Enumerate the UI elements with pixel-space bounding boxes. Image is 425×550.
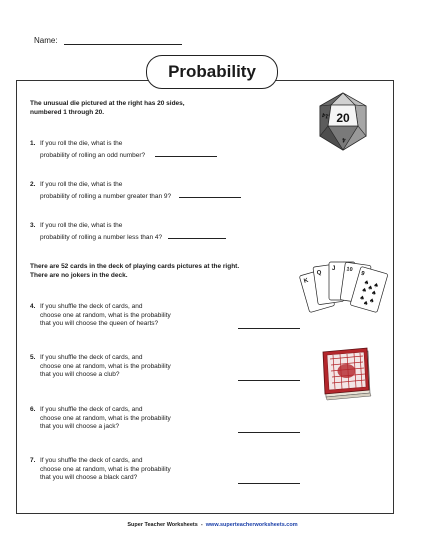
question-2 [30, 181, 241, 201]
question-text: probability of rolling a number less than 4? [40, 233, 163, 241]
question-number: 3. [30, 222, 36, 229]
card-deck-icon [318, 345, 376, 403]
answer-blank-7[interactable] [238, 483, 300, 484]
d20-die-icon [317, 92, 369, 152]
card-rank: 10 [346, 266, 353, 274]
page-title: Probability [146, 55, 278, 89]
cards-intro-line: There are 52 cards in the deck of playing cards pictures at the right. [30, 263, 240, 270]
question-text: that you will choose a club? [40, 371, 120, 378]
question-text: probability of rolling an odd number? [40, 151, 146, 159]
question-text: If you shuffle the deck of cards, and [40, 457, 143, 464]
footer [0, 522, 425, 528]
question-5 [30, 354, 171, 380]
question-text: If you shuffle the deck of cards, and [40, 406, 143, 413]
playing-cards-fan-icon [303, 255, 382, 330]
name-label: Name: [34, 36, 58, 45]
cards-intro-line: There are no jokers in the deck. [30, 272, 128, 279]
cards-intro [30, 262, 310, 280]
question-number: 6. [30, 406, 36, 413]
question-text: that you will choose the queen of hearts? [40, 320, 159, 327]
answer-blank-6[interactable] [238, 432, 300, 433]
footer-url-link[interactable]: www.superteacherworksheets.com [205, 522, 298, 528]
name-field[interactable] [64, 35, 182, 45]
die-intro-line: The unusual die pictured at the right has 20 sides, [30, 100, 185, 107]
svg-text:♠: ♠ [360, 286, 368, 295]
svg-text:♠: ♠ [368, 297, 376, 306]
question-text: probability of rolling a number greater than 9? [40, 192, 172, 200]
question-number: 4. [30, 303, 36, 310]
footer-brand: Super Teacher Worksheets [127, 522, 198, 528]
svg-text:♠: ♠ [366, 284, 374, 293]
answer-blank-1[interactable] [155, 149, 217, 157]
answer-blank-3[interactable] [168, 231, 226, 239]
svg-text:♠: ♠ [372, 281, 380, 290]
card-rank: J [332, 266, 336, 272]
svg-text:♠: ♠ [358, 294, 366, 303]
question-6 [30, 406, 171, 432]
question-text: choose one at random, what is the probability [40, 311, 171, 319]
question-number: 7. [30, 457, 36, 464]
question-text: that you will choose a black card? [40, 474, 138, 481]
question-7 [30, 457, 171, 483]
question-text: choose one at random, what is the probability [40, 414, 171, 422]
question-text: choose one at random, what is the probability [40, 362, 171, 370]
card-rank: 9 [360, 270, 366, 278]
question-text: If you shuffle the deck of cards, and [40, 354, 143, 361]
die-intro [30, 99, 310, 117]
answer-blank-2[interactable] [179, 190, 241, 198]
question-text: choose one at random, what is the probability [40, 465, 171, 473]
question-text: If you shuffle the deck of cards, and [40, 303, 143, 310]
die-face-label: 14 [321, 110, 330, 119]
svg-text:♠: ♠ [362, 278, 370, 288]
question-number: 1. [30, 140, 36, 147]
card-rank: Q [316, 270, 322, 277]
question-text: that you will choose a jack? [40, 423, 120, 430]
question-number: 5. [30, 354, 36, 361]
question-1 [30, 140, 217, 160]
name-row [34, 35, 182, 45]
question-number: 2. [30, 181, 36, 188]
die-face-label: 4 [342, 136, 346, 142]
svg-text:♠: ♠ [362, 299, 370, 308]
answer-blank-5[interactable] [238, 380, 300, 381]
die-face-label: 20 [336, 111, 350, 125]
question-4 [30, 303, 171, 329]
question-text: If you roll the die, what is the [40, 140, 123, 147]
question-text: If you roll the die, what is the [40, 222, 123, 229]
die-intro-line: numbered 1 through 20. [30, 109, 105, 116]
answer-blank-4[interactable] [238, 328, 300, 329]
card-rank: K [303, 277, 310, 285]
question-3 [30, 222, 226, 242]
footer-separator: - [200, 522, 203, 528]
svg-text:♠: ♠ [370, 289, 378, 298]
question-text: If you roll the die, what is the [40, 181, 123, 188]
